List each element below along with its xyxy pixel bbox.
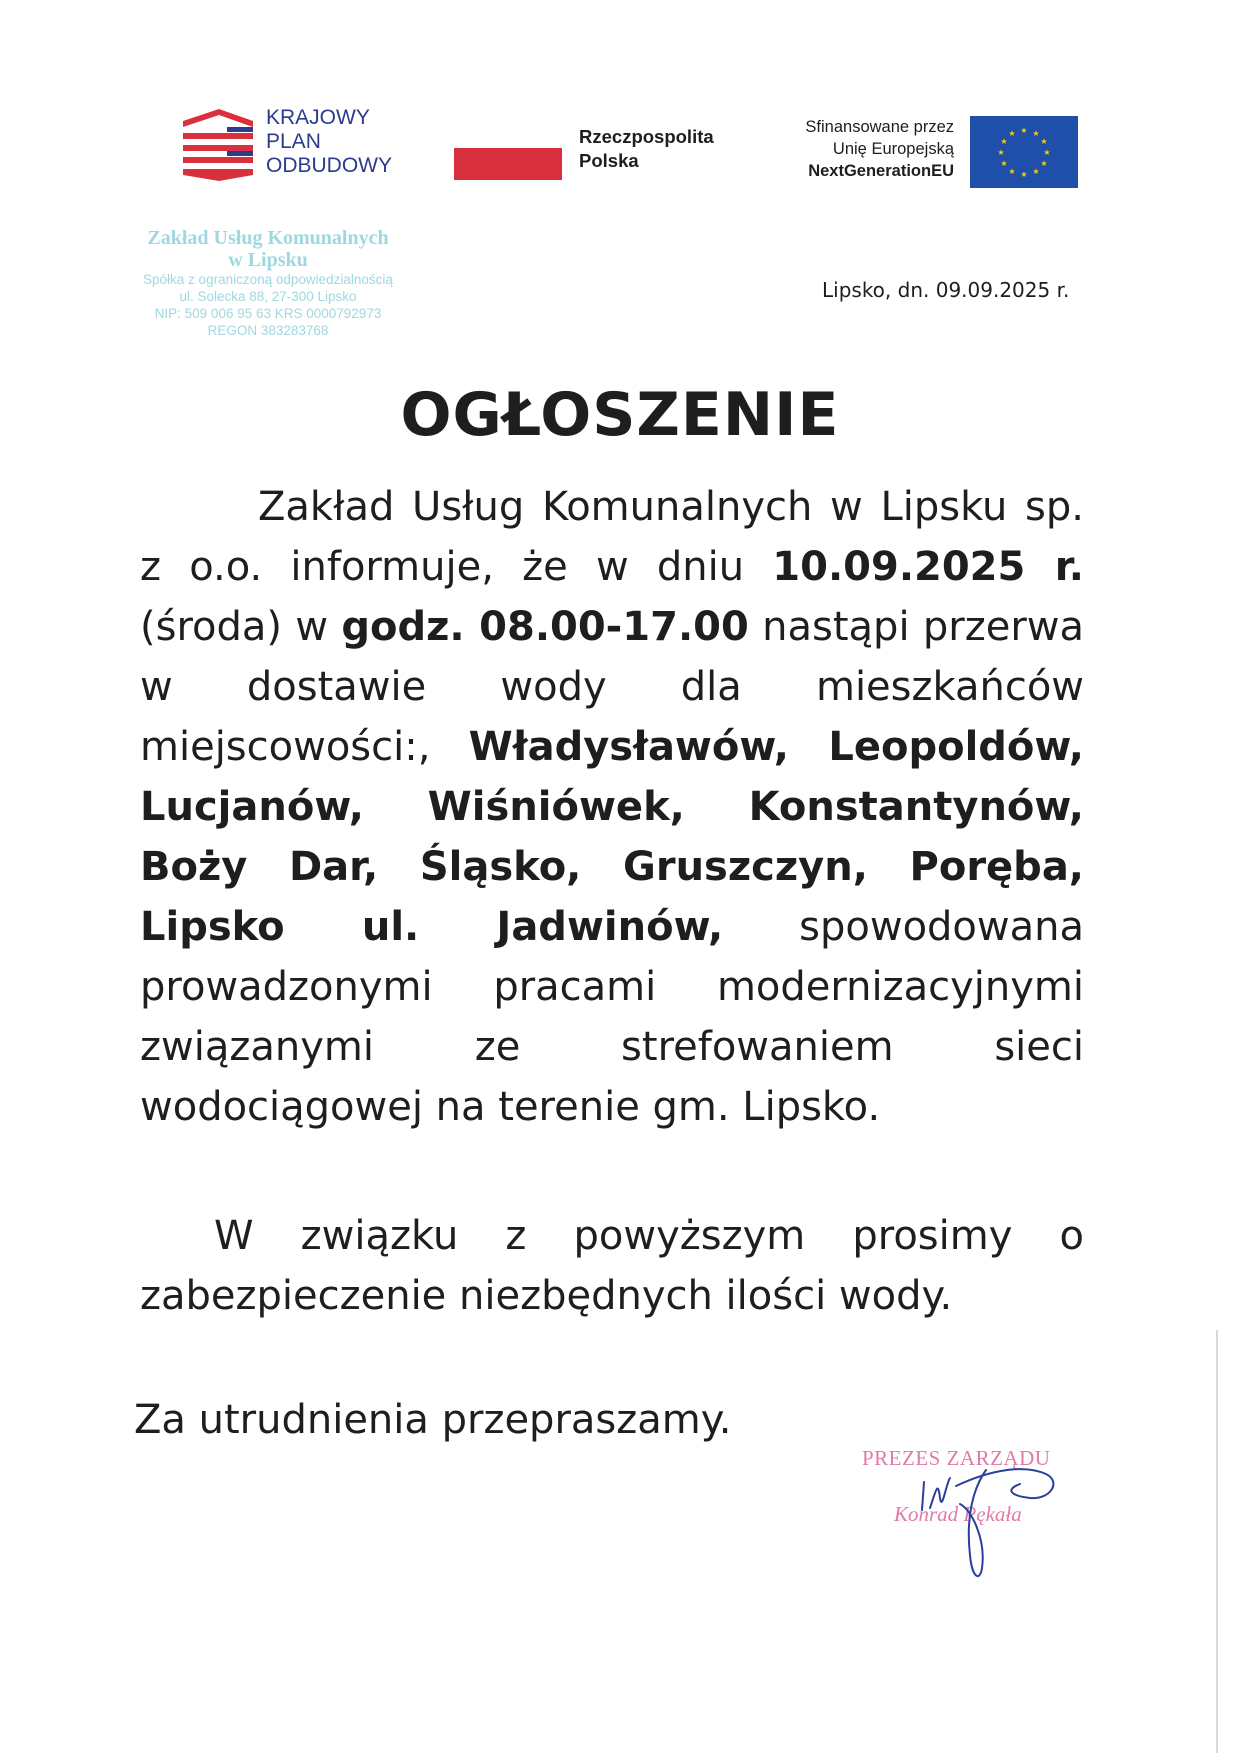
stamp-regon: REGON 383283768 <box>207 323 329 338</box>
svg-text:★: ★ <box>1040 137 1048 146</box>
poland-line: Polska <box>579 150 639 171</box>
kpo-line: PLAN <box>266 130 321 153</box>
svg-text:★: ★ <box>1000 137 1008 146</box>
stamp-name: Zakład Usług Komunalnych <box>147 227 389 249</box>
stamp-city: w Lipsku <box>228 249 308 271</box>
signature-stamp-title: PREZES ZARZĄDU <box>862 1446 1051 1470</box>
kpo-line: ODBUDOWY <box>266 154 392 177</box>
stamp-form: Spółka z ograniczoną odpowiedzialnością <box>143 272 393 287</box>
interruption-date: 10.09.2025 r. <box>772 544 1084 590</box>
eu-line: Unię Europejską <box>832 140 954 158</box>
svg-text:★: ★ <box>1032 129 1040 138</box>
svg-text:★: ★ <box>1008 129 1016 138</box>
eu-line: Sfinansowane przez <box>805 118 954 136</box>
poland-flag <box>454 148 562 180</box>
affected-places: Władysławów, Leopoldów, Lucjanów, Wiśniówek, Konstantynów, Boży Dar, Śląsko, Gruszczyn, Poręba, Lipsko ul. Jadwinów, <box>140 724 1084 950</box>
svg-text:★: ★ <box>1020 126 1028 135</box>
stamp-ids: NIP: 509 006 95 63 KRS 0000792973 <box>154 306 382 321</box>
signature-stamp-name: Konrad Pękała <box>894 1502 1022 1526</box>
request-text: W związku z powyższym prosimy o zabezpieczenie niezbędnych ilości wody. <box>140 1213 1084 1319</box>
scan-edge <box>1216 1330 1218 1753</box>
closing-text: Za utrudnienia przepraszamy. <box>134 1397 732 1443</box>
body-text: (środa) w <box>140 604 342 650</box>
document-date: Lipsko, dn. 09.09.2025 r. <box>822 278 1070 302</box>
eu-flag-icon <box>970 116 1078 188</box>
body-text: nastąpi przerwa w dostawie wody dla mieszkańców miejscowości:, <box>140 604 1085 770</box>
svg-text:★: ★ <box>1032 167 1040 176</box>
stamp-address: ul. Solecka 88, 27-300 Lipsko <box>179 289 357 304</box>
announcement-body <box>140 477 1084 1137</box>
company-stamp <box>120 227 416 339</box>
svg-text:★: ★ <box>1043 148 1051 157</box>
svg-text:★: ★ <box>997 148 1005 157</box>
body-text: spowodowana prowadzonymi pracami modernizacyjnymi związanymi ze strefowaniem sieci wodociągowej na terenie gm. Lipsko. <box>140 904 1084 1130</box>
eu-line: NextGenerationEU <box>808 162 954 180</box>
svg-text:★: ★ <box>1000 159 1008 168</box>
page-title: OGŁOSZENIE <box>400 380 840 450</box>
request-paragraph <box>140 1206 1084 1326</box>
kpo-logo-icon <box>183 107 253 181</box>
svg-text:★: ★ <box>1020 170 1028 179</box>
body-text: Zakład Usług Komunalnych w Lipsku sp. z o.o. informuje, że w dniu <box>140 484 1084 590</box>
poland-line: Rzeczpospolita <box>579 126 714 147</box>
eu-logo-text <box>760 116 954 182</box>
poland-logo-text <box>579 125 714 173</box>
svg-text:★: ★ <box>1008 167 1016 176</box>
handwritten-signature <box>900 1460 1070 1600</box>
kpo-logo-text <box>266 106 392 178</box>
kpo-line: KRAJOWY <box>266 106 370 129</box>
interruption-hours: godz. 08.00-17.00 <box>341 604 749 650</box>
svg-text:★: ★ <box>1040 159 1048 168</box>
